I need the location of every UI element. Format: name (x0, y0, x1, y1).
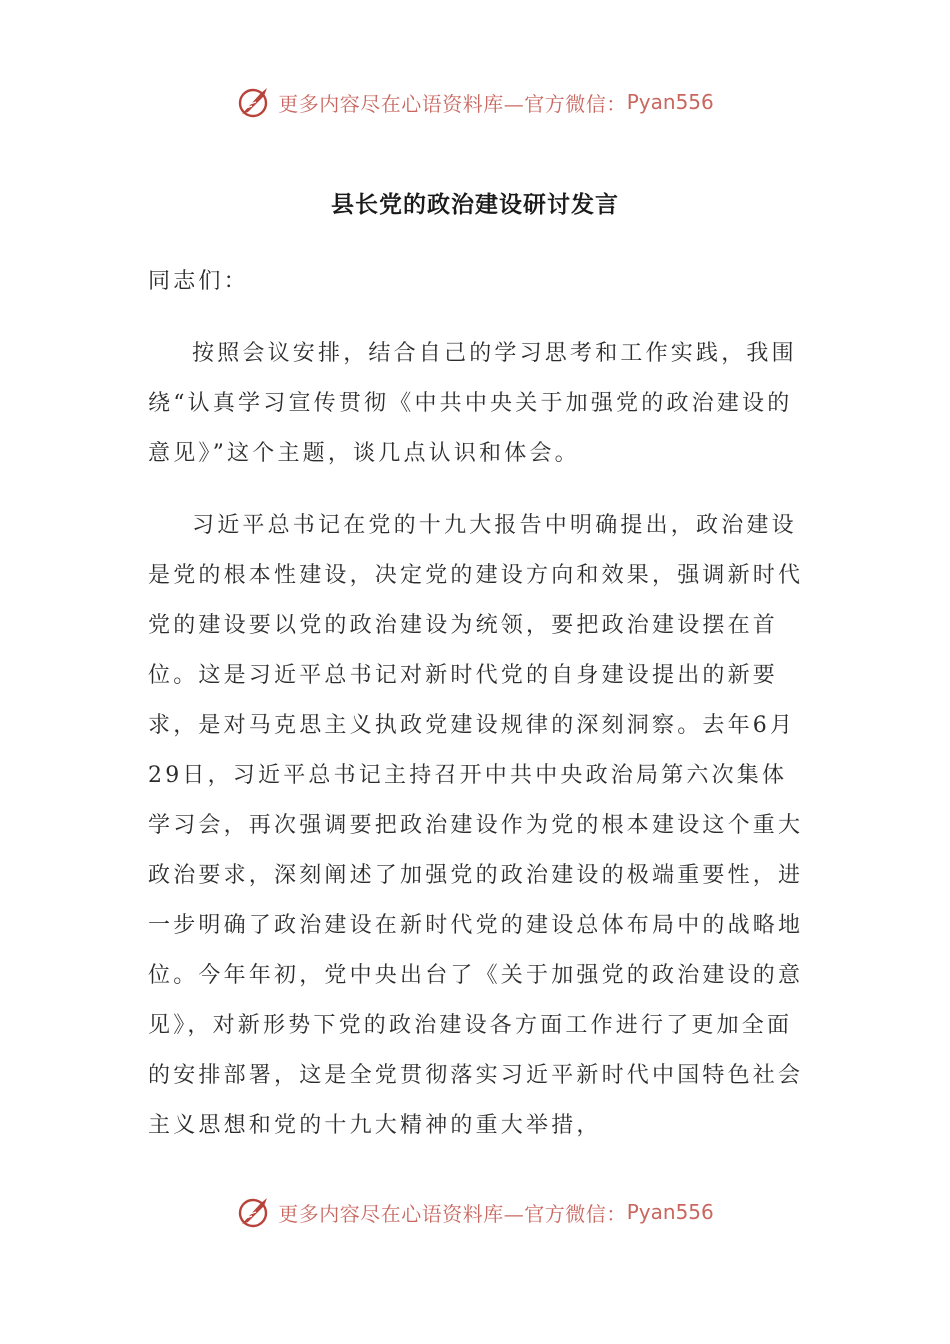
banner-text: 更多内容尽在心语资料库—官方微信： (278, 1201, 627, 1226)
paragraph-main: 习近平总书记在党的十九大报告中明确提出，政治建设是党的根本性建设，决定党的建设方向和效果，强调新时代党的建设要以党的政治建设为统领，要把政治建设摆在首位。这是习近平总书记对新时代党的自身建设提出的新要求，是对马克思主义执政党建设规律的深刻洞察。去年6月29日，习近平总书记主持召开中共中央政治局第六次集体学习会，再次强调要把政治建设作为党的根本建设这个重大政治要求，深刻阐述了加强党的政治建设的极端重要性，进一步明确了政治建设在新时代党的建设总体布局中的战略地位。今年年初，党中央出台了《关于加强党的政治建设的意见》，对新形势下党的政治建设各方面工作进行了更加全面的安排部署，这是全党贯彻落实习近平新时代中国特色社会主义思想和党的十九大精神的重大举措， (148, 513, 804, 1138)
document-body (148, 257, 808, 1151)
wechat-id: Pyan556 (626, 90, 714, 114)
footer-banner (0, 1190, 950, 1234)
wechat-id: Pyan556 (626, 1200, 714, 1224)
quill-pen-logo-icon (236, 84, 272, 120)
document-title: 县长党的政治建设研讨发言 (331, 192, 619, 218)
quill-pen-logo-icon (236, 1194, 272, 1230)
paragraph-intro: 按照会议安排，结合自己的学习思考和工作实践，我围绕“认真学习宣传贯彻《中共中央关于加强党的政治建设的意见》”这个主题，谈几点认识和体会。 (148, 341, 797, 466)
salutation: 同志们： (148, 269, 249, 294)
banner-text: 更多内容尽在心语资料库—官方微信： (278, 91, 627, 116)
header-banner (0, 80, 950, 124)
